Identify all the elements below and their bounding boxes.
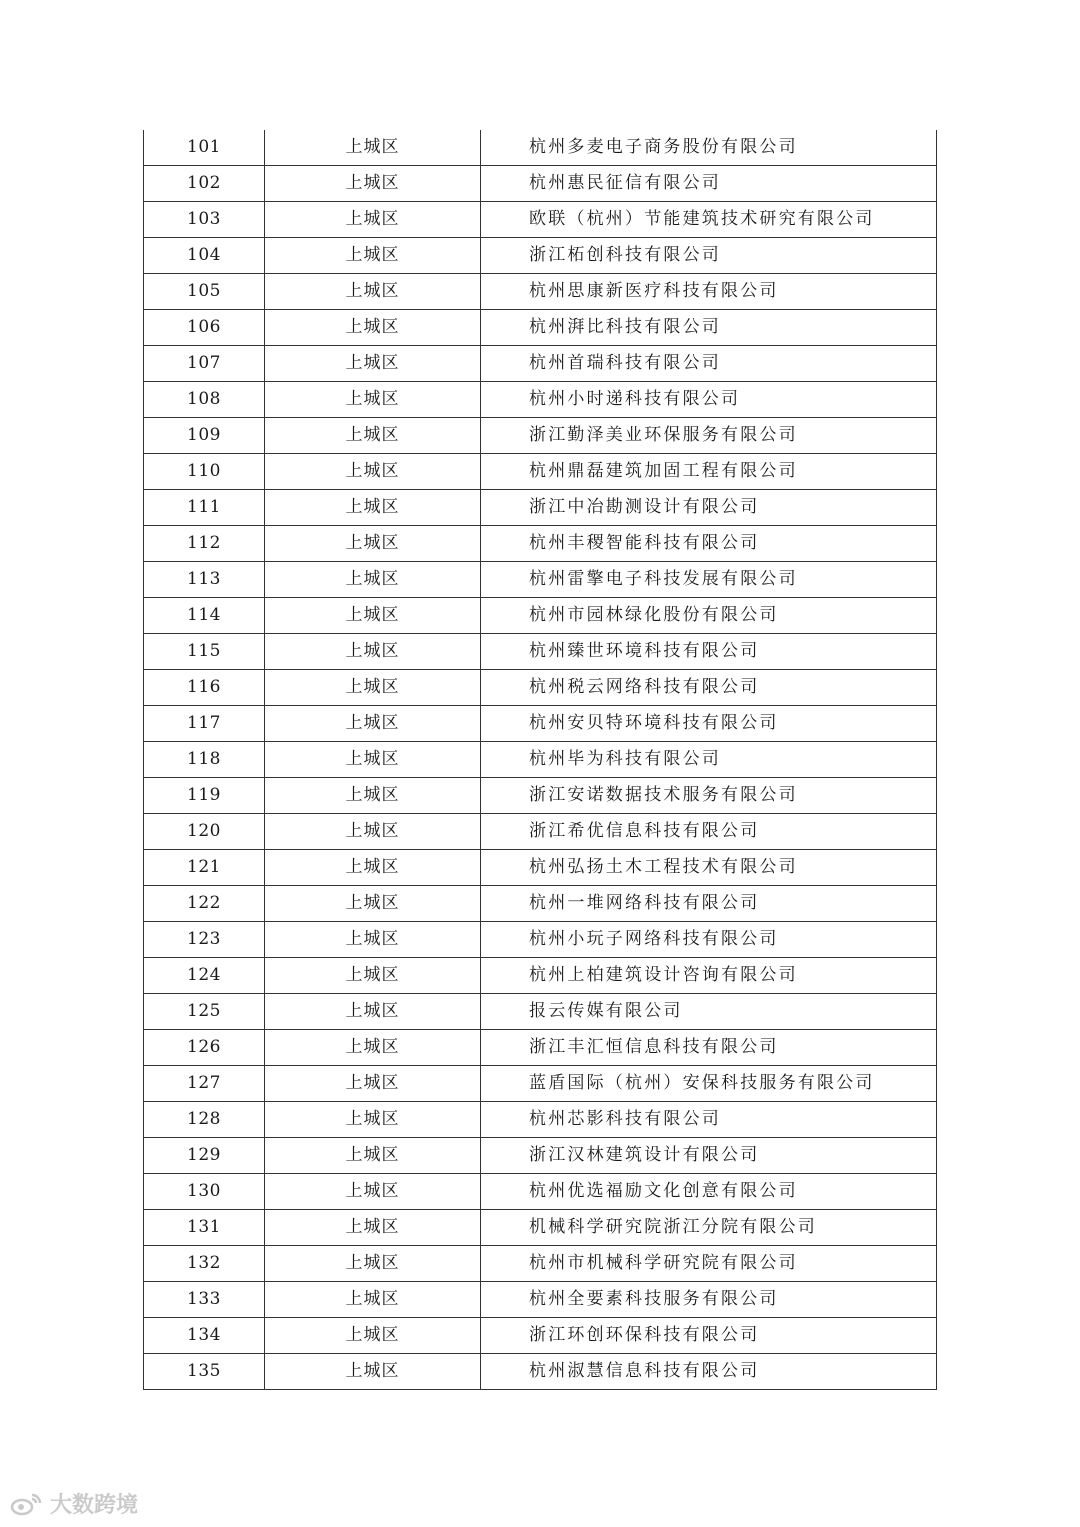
table-row: [144, 1282, 937, 1318]
district-cell: 上城区: [265, 670, 481, 706]
table-row: [144, 490, 937, 526]
company-name-cell: 杭州丰稷智能科技有限公司: [481, 526, 937, 562]
district-cell: 上城区: [265, 958, 481, 994]
company-name-cell: 浙江希优信息科技有限公司: [481, 814, 937, 850]
company-name-cell: 浙江柘创科技有限公司: [481, 238, 937, 274]
district-cell: 上城区: [265, 562, 481, 598]
company-name-cell: 杭州一堆网络科技有限公司: [481, 886, 937, 922]
row-number: 115: [144, 634, 265, 670]
row-number: 124: [144, 958, 265, 994]
row-number: 106: [144, 310, 265, 346]
table-row: [144, 634, 937, 670]
district-cell: 上城区: [265, 346, 481, 382]
company-name-cell: 浙江汉林建筑设计有限公司: [481, 1138, 937, 1174]
table-row: [144, 1030, 937, 1066]
company-name-cell: 机械科学研究院浙江分院有限公司: [481, 1210, 937, 1246]
row-number: 125: [144, 994, 265, 1030]
district-cell: 上城区: [265, 418, 481, 454]
row-number: 108: [144, 382, 265, 418]
company-name-cell: 浙江丰汇恒信息科技有限公司: [481, 1030, 937, 1066]
table-row: [144, 310, 937, 346]
table-row: [144, 130, 937, 166]
table-row: [144, 742, 937, 778]
row-number: 118: [144, 742, 265, 778]
district-cell: 上城区: [265, 130, 481, 166]
company-name-cell: 杭州多麦电子商务股份有限公司: [481, 130, 937, 166]
district-cell: 上城区: [265, 1354, 481, 1390]
table-row: [144, 1066, 937, 1102]
row-number: 135: [144, 1354, 265, 1390]
district-cell: 上城区: [265, 526, 481, 562]
district-cell: 上城区: [265, 1066, 481, 1102]
table-row: [144, 1246, 937, 1282]
company-name-cell: 杭州湃比科技有限公司: [481, 310, 937, 346]
table-row: [144, 1138, 937, 1174]
table-row: [144, 1210, 937, 1246]
row-number: 126: [144, 1030, 265, 1066]
company-name-cell: 杭州思康新医疗科技有限公司: [481, 274, 937, 310]
table-row: [144, 346, 937, 382]
table-row: [144, 706, 937, 742]
row-number: 128: [144, 1102, 265, 1138]
district-cell: 上城区: [265, 922, 481, 958]
table-row: [144, 994, 937, 1030]
district-cell: 上城区: [265, 1246, 481, 1282]
district-cell: 上城区: [265, 454, 481, 490]
table-row: [144, 850, 937, 886]
table-row: [144, 598, 937, 634]
district-cell: 上城区: [265, 814, 481, 850]
company-name-cell: 欧联（杭州）节能建筑技术研究有限公司: [481, 202, 937, 238]
row-number: 131: [144, 1210, 265, 1246]
row-number: 132: [144, 1246, 265, 1282]
row-number: 101: [144, 130, 265, 166]
district-cell: 上城区: [265, 994, 481, 1030]
table-row: [144, 1318, 937, 1354]
district-cell: 上城区: [265, 1138, 481, 1174]
company-name-cell: 浙江勤泽美业环保服务有限公司: [481, 418, 937, 454]
row-number: 120: [144, 814, 265, 850]
row-number: 112: [144, 526, 265, 562]
table-row: [144, 454, 937, 490]
company-name-cell: 杭州安贝特环境科技有限公司: [481, 706, 937, 742]
table-row: [144, 562, 937, 598]
district-cell: 上城区: [265, 742, 481, 778]
company-name-cell: 杭州首瑞科技有限公司: [481, 346, 937, 382]
district-cell: 上城区: [265, 1318, 481, 1354]
company-table: [143, 130, 937, 1390]
table-row: [144, 670, 937, 706]
company-name-cell: 杭州芯影科技有限公司: [481, 1102, 937, 1138]
district-cell: 上城区: [265, 238, 481, 274]
company-table-body: [144, 130, 937, 1390]
district-cell: 上城区: [265, 1030, 481, 1066]
district-cell: 上城区: [265, 202, 481, 238]
district-cell: 上城区: [265, 490, 481, 526]
watermark: [10, 1488, 138, 1519]
table-row: [144, 922, 937, 958]
row-number: 117: [144, 706, 265, 742]
row-number: 133: [144, 1282, 265, 1318]
district-cell: 上城区: [265, 1210, 481, 1246]
district-cell: 上城区: [265, 634, 481, 670]
table-row: [144, 1174, 937, 1210]
watermark-text: 大数跨境: [50, 1493, 139, 1518]
company-name-cell: 杭州小时递科技有限公司: [481, 382, 937, 418]
table-row: [144, 166, 937, 202]
row-number: 104: [144, 238, 265, 274]
company-name-cell: 杭州市园林绿化股份有限公司: [481, 598, 937, 634]
district-cell: 上城区: [265, 850, 481, 886]
district-cell: 上城区: [265, 1282, 481, 1318]
row-number: 105: [144, 274, 265, 310]
row-number: 110: [144, 454, 265, 490]
table-row: [144, 238, 937, 274]
weibo-logo-icon: [10, 1491, 44, 1517]
row-number: 107: [144, 346, 265, 382]
row-number: 111: [144, 490, 265, 526]
company-name-cell: 杭州全要素科技服务有限公司: [481, 1282, 937, 1318]
company-name-cell: 蓝盾国际（杭州）安保科技服务有限公司: [481, 1066, 937, 1102]
district-cell: 上城区: [265, 166, 481, 202]
row-number: 102: [144, 166, 265, 202]
row-number: 114: [144, 598, 265, 634]
district-cell: 上城区: [265, 1174, 481, 1210]
company-name-cell: 浙江安诺数据技术服务有限公司: [481, 778, 937, 814]
company-name-cell: 杭州惠民征信有限公司: [481, 166, 937, 202]
table-row: [144, 886, 937, 922]
row-number: 113: [144, 562, 265, 598]
company-name-cell: 杭州臻世环境科技有限公司: [481, 634, 937, 670]
row-number: 121: [144, 850, 265, 886]
row-number: 127: [144, 1066, 265, 1102]
company-name-cell: 杭州税云网络科技有限公司: [481, 670, 937, 706]
district-cell: 上城区: [265, 382, 481, 418]
company-name-cell: 杭州雷擎电子科技发展有限公司: [481, 562, 937, 598]
row-number: 103: [144, 202, 265, 238]
district-cell: 上城区: [265, 274, 481, 310]
row-number: 129: [144, 1138, 265, 1174]
company-name-cell: 杭州上柏建筑设计咨询有限公司: [481, 958, 937, 994]
district-cell: 上城区: [265, 706, 481, 742]
company-name-cell: 杭州弘扬土木工程技术有限公司: [481, 850, 937, 886]
company-name-cell: 杭州优选福励文化创意有限公司: [481, 1174, 937, 1210]
row-number: 119: [144, 778, 265, 814]
company-name-cell: 杭州毕为科技有限公司: [481, 742, 937, 778]
row-number: 134: [144, 1318, 265, 1354]
company-name-cell: 杭州小玩子网络科技有限公司: [481, 922, 937, 958]
district-cell: 上城区: [265, 886, 481, 922]
company-name-cell: 浙江中冶勘测设计有限公司: [481, 490, 937, 526]
table-row: [144, 274, 937, 310]
district-cell: 上城区: [265, 1102, 481, 1138]
table-row: [144, 526, 937, 562]
table-row: [144, 1102, 937, 1138]
table-row: [144, 1354, 937, 1390]
table-row: [144, 778, 937, 814]
district-cell: 上城区: [265, 598, 481, 634]
table-row: [144, 202, 937, 238]
row-number: 109: [144, 418, 265, 454]
table-row: [144, 814, 937, 850]
table-row: [144, 958, 937, 994]
district-cell: 上城区: [265, 778, 481, 814]
row-number: 123: [144, 922, 265, 958]
row-number: 130: [144, 1174, 265, 1210]
company-name-cell: 杭州鼎磊建筑加固工程有限公司: [481, 454, 937, 490]
table-row: [144, 382, 937, 418]
row-number: 122: [144, 886, 265, 922]
row-number: 116: [144, 670, 265, 706]
table-row: [144, 418, 937, 454]
district-cell: 上城区: [265, 310, 481, 346]
company-name-cell: 杭州市机械科学研究院有限公司: [481, 1246, 937, 1282]
company-name-cell: 杭州淑慧信息科技有限公司: [481, 1354, 937, 1390]
company-name-cell: 报云传媒有限公司: [481, 994, 937, 1030]
company-name-cell: 浙江环创环保科技有限公司: [481, 1318, 937, 1354]
